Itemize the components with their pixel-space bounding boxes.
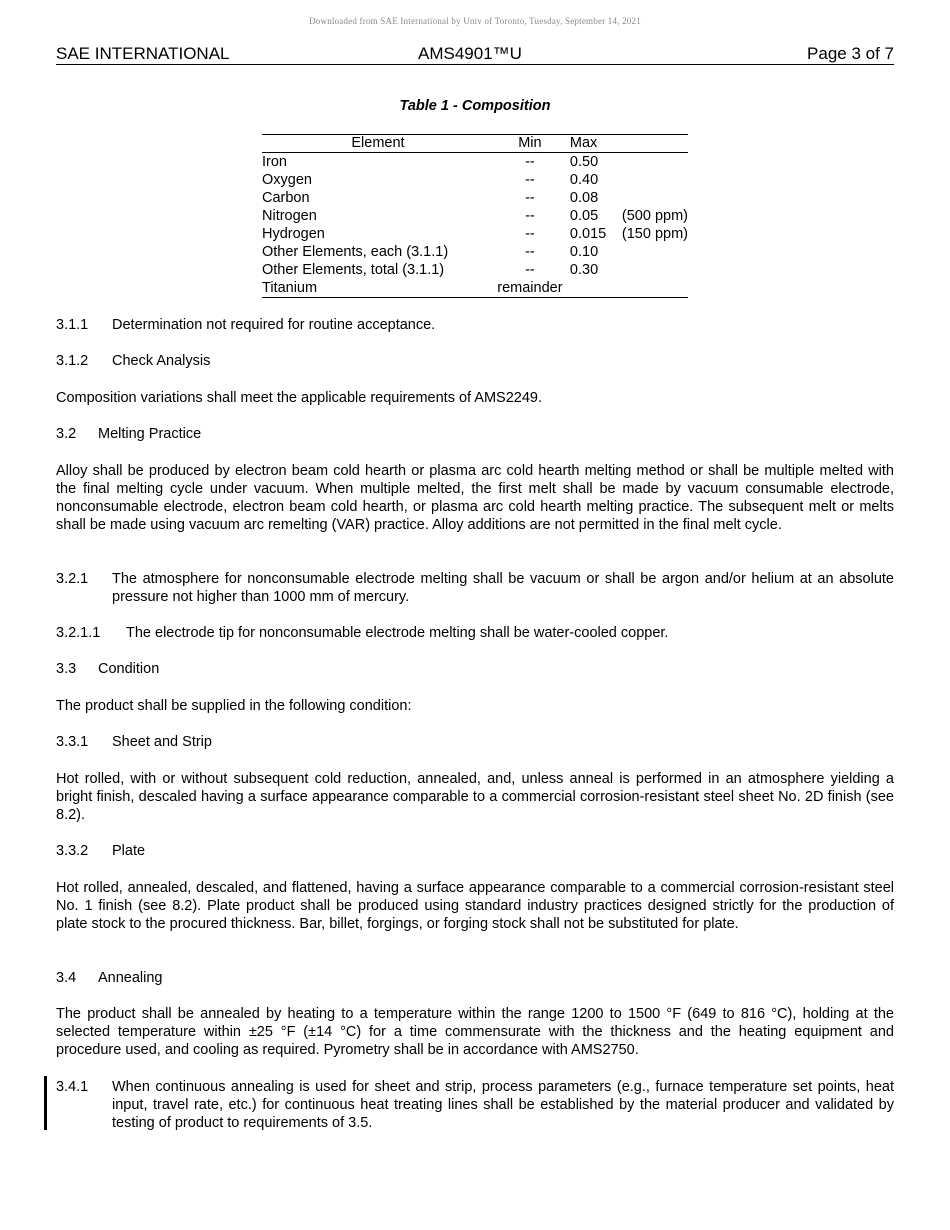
section-text: When continuous annealing is used for sheet and strip, process parameters (e.g., furnace temperature set points, heat input, travel rate, etc.) for continuous heat treating lines shall be established by the material producer and validated by testing of product to requirements of 3.5. [112, 1079, 894, 1131]
section-3-4-1 [56, 1078, 894, 1132]
section-3-1-1 [56, 316, 894, 334]
section-number: 3.4 [56, 970, 77, 986]
cell-note [622, 171, 688, 189]
cell-note [622, 243, 688, 261]
cell-max: 0.015 [569, 226, 607, 242]
section-3-3-heading [56, 660, 894, 678]
cell-min: -- [525, 226, 535, 242]
table-row [262, 153, 688, 172]
cell-note [622, 189, 688, 207]
section-3-3-1-heading [56, 733, 894, 751]
section-number: 3.1.1 [56, 317, 89, 333]
section-3-4-text: The product shall be annealed by heating to a temperature within the range 1200 to 1500 °F (649 to 816 °C), holding at the selected temperature within ±25 °F (±14 °C) for a time commensurate with the thickness and the heating equipment and procedure used, and cooling as required. Pyrometry shall be in accordance with AMS2750. [56, 1006, 894, 1058]
table-title: Table 1 - Composition [399, 98, 551, 114]
cell-note: (150 ppm) [621, 226, 688, 242]
table-row [262, 261, 688, 279]
table-row [262, 243, 688, 261]
cell-max: 0.10 [569, 244, 599, 260]
col-note [622, 135, 688, 153]
cell-max: 0.08 [569, 190, 599, 206]
page-header [56, 44, 894, 65]
table-row [262, 225, 688, 243]
page-number: Page 3 of 7 [807, 44, 894, 63]
section-title: Check Analysis [112, 353, 211, 369]
download-watermark: Downloaded from SAE International by Univ of Toronto, Tuesday, September 14, 2021 [309, 16, 641, 26]
section-text: Determination not required for routine acceptance. [112, 317, 436, 333]
col-min: Min [494, 135, 566, 153]
cell-remainder: remainder [494, 279, 566, 298]
section-3-3-1-text: Hot rolled, with or without subsequent cold reduction, annealed, and, unless anneal is performed in an atmosphere yielding a bright finish, descaled having a surface appearance comparable to a commercial corrosion-resistant steel sheet No. 2D finish (see 8.2). [56, 771, 894, 823]
cell-element: Oxygen [262, 172, 312, 188]
section-3-1-2-heading [56, 352, 894, 370]
revision-change-bar [44, 1076, 47, 1130]
col-element: Element [262, 135, 494, 153]
section-title: Melting Practice [98, 426, 202, 442]
section-number: 3.4.1 [56, 1079, 89, 1095]
section-number: 3.3 [56, 661, 77, 677]
cell-element: Iron [262, 154, 287, 170]
cell-min: -- [525, 208, 535, 224]
doc-number: AMS4901™U [418, 44, 522, 63]
section-title: Condition [98, 661, 160, 677]
section-3-2-text: Alloy shall be produced by electron beam cold hearth or plasma arc cold hearth melting method or shall be multiple melted with the final melting cycle under vacuum. When multiple melted, the first melt shall be made by vacuum consumable electrode, nonconsumable electrode, electron beam cold hearth, or plasma arc cold hearth melting practice. The subsequent melt or melts shall be made using vacuum arc remelting (VAR) practice. Alloy additions are not permitted in the final melt cycle. [56, 463, 894, 533]
composition-table [262, 134, 688, 298]
section-number: 3.1.2 [56, 353, 89, 369]
section-title: Sheet and Strip [112, 734, 212, 750]
cell-element: Other Elements, each (3.1.1) [262, 244, 449, 260]
cell-max: 0.30 [569, 262, 599, 278]
table-header-row [262, 135, 688, 153]
section-3-3-2-text: Hot rolled, annealed, descaled, and flattened, having a surface appearance comparable to a commercial corrosion-resistant steel No. 1 finish (see 8.2). Plate product shall be produced using standard industry practices designed strictly for the production of plate stock to the procured thickness. Bar, billet, forgings, or forging stock shall not be substituted for plate. [56, 880, 894, 932]
cell-note: (500 ppm) [621, 208, 688, 224]
table-row [262, 171, 688, 189]
section-number: 3.3.2 [56, 843, 89, 859]
section-3-4-heading [56, 969, 894, 987]
cell-max: 0.50 [569, 154, 599, 170]
cell-note [622, 153, 688, 172]
section-3-2-1-1 [56, 624, 894, 642]
cell-element: Carbon [262, 190, 310, 206]
org-name: SAE INTERNATIONAL [56, 44, 230, 63]
table-row-titanium [262, 279, 688, 298]
cell-element: Nitrogen [262, 208, 317, 224]
cell-element: Titanium [262, 279, 494, 298]
cell-max: 0.05 [569, 208, 599, 224]
section-number: 3.2 [56, 426, 77, 442]
cell-max: 0.40 [569, 172, 599, 188]
cell-element: Hydrogen [262, 226, 325, 242]
section-text: The atmosphere for nonconsumable electrode melting shall be vacuum or shall be argon and/or helium at an absolute pressure not higher than 1000 mm of mercury. [112, 571, 894, 605]
section-title: Plate [112, 843, 146, 859]
col-max: Max [566, 135, 622, 153]
section-number: 3.3.1 [56, 734, 89, 750]
section-number: 3.2.1 [56, 571, 89, 587]
section-text: The electrode tip for nonconsumable electrode melting shall be water-cooled copper. [126, 625, 669, 641]
section-3-3-text: The product shall be supplied in the following condition: [56, 698, 412, 714]
section-3-3-2-heading [56, 842, 894, 860]
cell-min: -- [525, 190, 535, 206]
cell-min: -- [525, 172, 535, 188]
cell-element: Other Elements, total (3.1.1) [262, 262, 445, 278]
cell-note [622, 261, 688, 279]
cell-min: -- [525, 244, 535, 260]
table-row [262, 189, 688, 207]
section-3-2-heading [56, 425, 894, 443]
section-number: 3.2.1.1 [56, 625, 101, 641]
cell-min: -- [525, 154, 535, 170]
section-title: Annealing [98, 970, 163, 986]
table-row [262, 207, 688, 225]
section-3-1-2-text: Composition variations shall meet the applicable requirements of AMS2249. [56, 390, 543, 406]
section-3-2-1 [56, 570, 894, 606]
cell-min: -- [525, 262, 535, 278]
